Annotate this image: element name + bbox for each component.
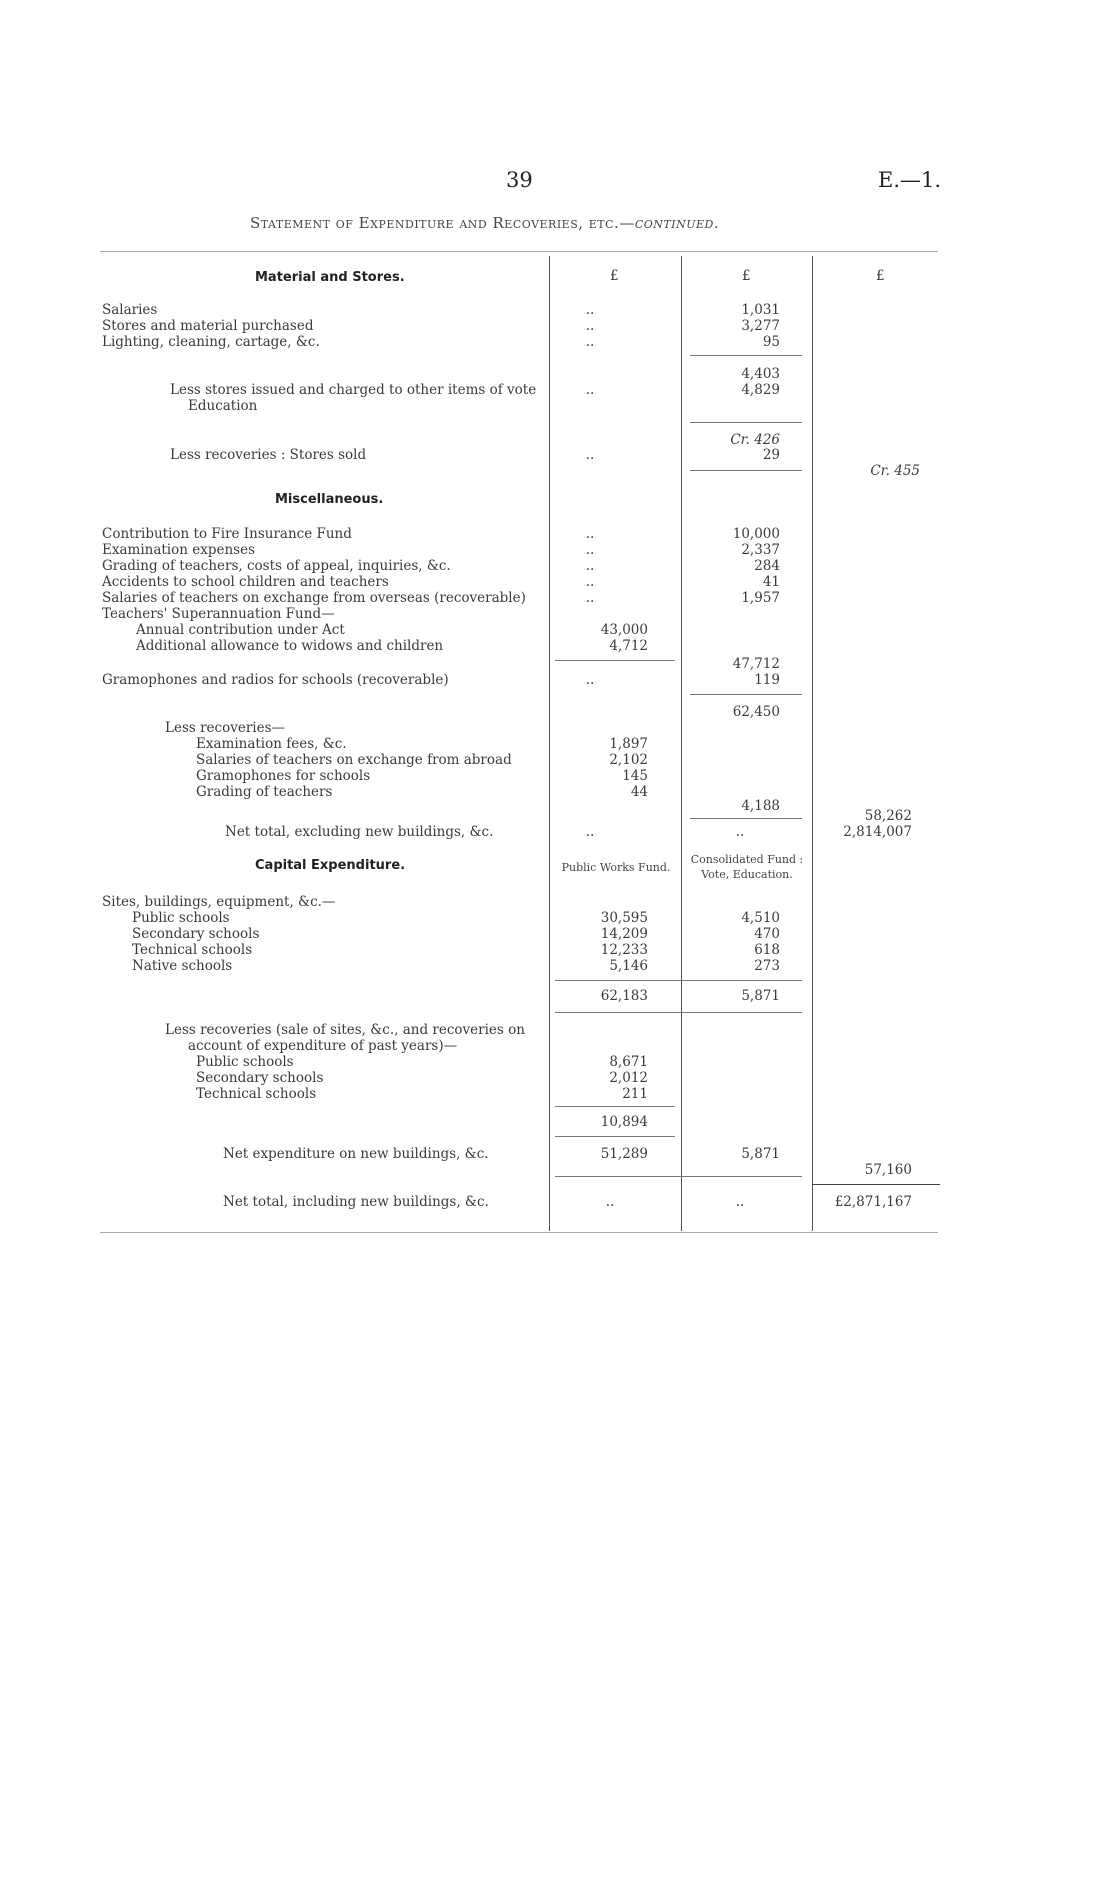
subtotal-rule bbox=[690, 422, 802, 423]
less-issued-line1: Less stores issued and charged to other items of vote bbox=[170, 382, 537, 398]
misc-less-total: 4,188 bbox=[741, 798, 780, 814]
net-expenditure-label: Net expenditure on new buildings, &c. bbox=[223, 1146, 489, 1162]
column-divider-3 bbox=[812, 256, 813, 1231]
less-issued-col1: .. bbox=[585, 382, 595, 398]
less-sold-col1: .. bbox=[585, 447, 595, 463]
capital-total-col1: 62,183 bbox=[600, 988, 648, 1004]
capital-less-total: 10,894 bbox=[600, 1114, 648, 1130]
gramophones-label: Gramophones and radios for schools (recoverable) bbox=[102, 672, 449, 688]
super-total: 47,712 bbox=[732, 656, 780, 672]
subtotal-rule bbox=[690, 818, 802, 819]
row-label: Examination expenses bbox=[102, 542, 256, 558]
row-label: Grading of teachers bbox=[196, 784, 333, 800]
row-col1: 12,233 bbox=[600, 942, 648, 958]
title-main: Statement of Expenditure and Recoveries, etc.— bbox=[250, 214, 635, 232]
subtotal-rule bbox=[555, 1106, 675, 1107]
row-col2: 4,510 bbox=[741, 910, 780, 926]
subtotal-rule bbox=[555, 660, 675, 661]
row-col1: 5,146 bbox=[609, 958, 648, 974]
column-divider-1 bbox=[549, 256, 550, 1231]
less-sold-col2: 29 bbox=[762, 447, 780, 463]
row-label: Salaries of teachers on exchange from overseas (recoverable) bbox=[102, 590, 526, 606]
superannuation-label: Teachers' Superannuation Fund— bbox=[102, 606, 335, 622]
row-col1: 4,712 bbox=[609, 638, 648, 654]
grand-total-label: Net total, including new buildings, &c. bbox=[223, 1194, 489, 1210]
currency-col3: £ bbox=[876, 268, 885, 284]
row-col1: .. bbox=[585, 526, 595, 542]
subtotal-rule bbox=[555, 980, 802, 981]
capital-less-line1: Less recoveries (sale of sites, &c., and recoveries on bbox=[165, 1022, 525, 1038]
row-label: Secondary schools bbox=[196, 1070, 324, 1086]
row-col1: 14,209 bbox=[600, 926, 648, 942]
row-label: Examination fees, &c. bbox=[196, 736, 347, 752]
net-expenditure-col3: 57,160 bbox=[864, 1162, 912, 1178]
page-title bbox=[250, 214, 719, 232]
col1-fund-header: Public Works Fund. bbox=[561, 861, 671, 874]
row-col2: 273 bbox=[754, 958, 780, 974]
row-col2: 1,031 bbox=[741, 302, 780, 318]
subtotal-rule bbox=[555, 1136, 675, 1137]
material-cr-subtotal: Cr. 426 bbox=[730, 432, 780, 448]
col2-fund-header: Consolidated Fund : Vote, Education. bbox=[690, 853, 804, 881]
column-divider-2 bbox=[681, 256, 682, 1231]
row-label: Accidents to school children and teachers bbox=[102, 574, 389, 590]
row-col1: 8,671 bbox=[609, 1054, 648, 1070]
row-col1: .. bbox=[585, 334, 595, 350]
currency-col1: £ bbox=[610, 268, 619, 284]
subtotal-rule bbox=[690, 470, 802, 471]
row-label: Secondary schools bbox=[132, 926, 260, 942]
net-total-excluding-col3: 2,814,007 bbox=[843, 824, 912, 840]
row-label: Salaries bbox=[102, 302, 158, 318]
row-label: Technical schools bbox=[196, 1086, 317, 1102]
gramophones-col2: 119 bbox=[754, 672, 780, 688]
row-col1: 30,595 bbox=[600, 910, 648, 926]
grand-total-col1: .. bbox=[605, 1194, 615, 1210]
row-col1: 211 bbox=[622, 1086, 648, 1102]
net-expenditure-col1: 51,289 bbox=[600, 1146, 648, 1162]
row-col2: 10,000 bbox=[732, 526, 780, 542]
row-col1: .. bbox=[585, 542, 595, 558]
total-rule bbox=[812, 1184, 940, 1185]
grand-total-col2: .. bbox=[735, 1194, 745, 1210]
row-col2: 618 bbox=[754, 942, 780, 958]
net-total-excluding-col2: .. bbox=[735, 824, 745, 840]
row-col2: 2,337 bbox=[741, 542, 780, 558]
row-col1: 145 bbox=[622, 768, 648, 784]
row-col2: 284 bbox=[754, 558, 780, 574]
subtotal-rule bbox=[690, 694, 802, 695]
row-col2: 3,277 bbox=[741, 318, 780, 334]
table-bottom-rule bbox=[100, 1232, 938, 1233]
row-label: Public schools bbox=[132, 910, 230, 926]
row-label: Grading of teachers, costs of appeal, inquiries, &c. bbox=[102, 558, 451, 574]
less-sold-label: Less recoveries : Stores sold bbox=[170, 447, 367, 463]
heading-material: Material and Stores. bbox=[255, 270, 405, 285]
heading-misc: Miscellaneous. bbox=[275, 492, 384, 507]
page-number: 39 bbox=[506, 168, 533, 192]
row-label: Contribution to Fire Insurance Fund bbox=[102, 526, 352, 542]
row-col1: .. bbox=[585, 302, 595, 318]
currency-col2: £ bbox=[742, 268, 751, 284]
row-col2: 470 bbox=[754, 926, 780, 942]
net-expenditure-col2: 5,871 bbox=[741, 1146, 780, 1162]
less-issued-line2: Education bbox=[188, 398, 258, 414]
row-col2: 1,957 bbox=[741, 590, 780, 606]
material-subtotal: 4,403 bbox=[741, 366, 780, 382]
row-label: Additional allowance to widows and children bbox=[136, 638, 444, 654]
net-total-excluding-label: Net total, excluding new buildings, &c. bbox=[225, 824, 494, 840]
document-code: E.—1. bbox=[878, 168, 942, 192]
row-label: Gramophones for schools bbox=[196, 768, 371, 784]
row-col1: 44 bbox=[630, 784, 648, 800]
subtotal-rule bbox=[690, 355, 802, 356]
title-continued: continued. bbox=[634, 214, 720, 232]
misc-net: 58,262 bbox=[864, 808, 912, 824]
row-col1: 43,000 bbox=[600, 622, 648, 638]
row-col1: .. bbox=[585, 590, 595, 606]
row-label: Public schools bbox=[196, 1054, 294, 1070]
subtotal-rule bbox=[555, 1176, 802, 1177]
grand-total-col3: £2,871,167 bbox=[834, 1194, 912, 1210]
heading-capital: Capital Expenditure. bbox=[255, 858, 406, 873]
less-recoveries-label: Less recoveries— bbox=[165, 720, 286, 736]
row-col1: .. bbox=[585, 318, 595, 334]
row-col2: 95 bbox=[762, 334, 780, 350]
row-col1: 2,012 bbox=[609, 1070, 648, 1086]
row-col1: 2,102 bbox=[609, 752, 648, 768]
row-col1: .. bbox=[585, 558, 595, 574]
row-label: Native schools bbox=[132, 958, 233, 974]
row-col1: .. bbox=[585, 574, 595, 590]
row-label: Lighting, cleaning, cartage, &c. bbox=[102, 334, 320, 350]
sites-label: Sites, buildings, equipment, &c.— bbox=[102, 894, 336, 910]
row-col2: 41 bbox=[762, 574, 780, 590]
row-label: Salaries of teachers on exchange from abroad bbox=[196, 752, 512, 768]
row-label: Technical schools bbox=[132, 942, 253, 958]
less-issued-col2: 4,829 bbox=[741, 382, 780, 398]
capital-total-col2: 5,871 bbox=[741, 988, 780, 1004]
net-total-excluding-col1: .. bbox=[585, 824, 595, 840]
row-label: Stores and material purchased bbox=[102, 318, 314, 334]
gramophones-col1: .. bbox=[585, 672, 595, 688]
row-label: Annual contribution under Act bbox=[136, 622, 345, 638]
subtotal-rule bbox=[555, 1012, 802, 1013]
capital-less-line2: account of expenditure of past years)— bbox=[188, 1038, 458, 1054]
misc-total: 62,450 bbox=[732, 704, 780, 720]
table-top-rule bbox=[100, 251, 938, 252]
material-net: Cr. 455 bbox=[870, 463, 920, 479]
row-col1: 1,897 bbox=[609, 736, 648, 752]
